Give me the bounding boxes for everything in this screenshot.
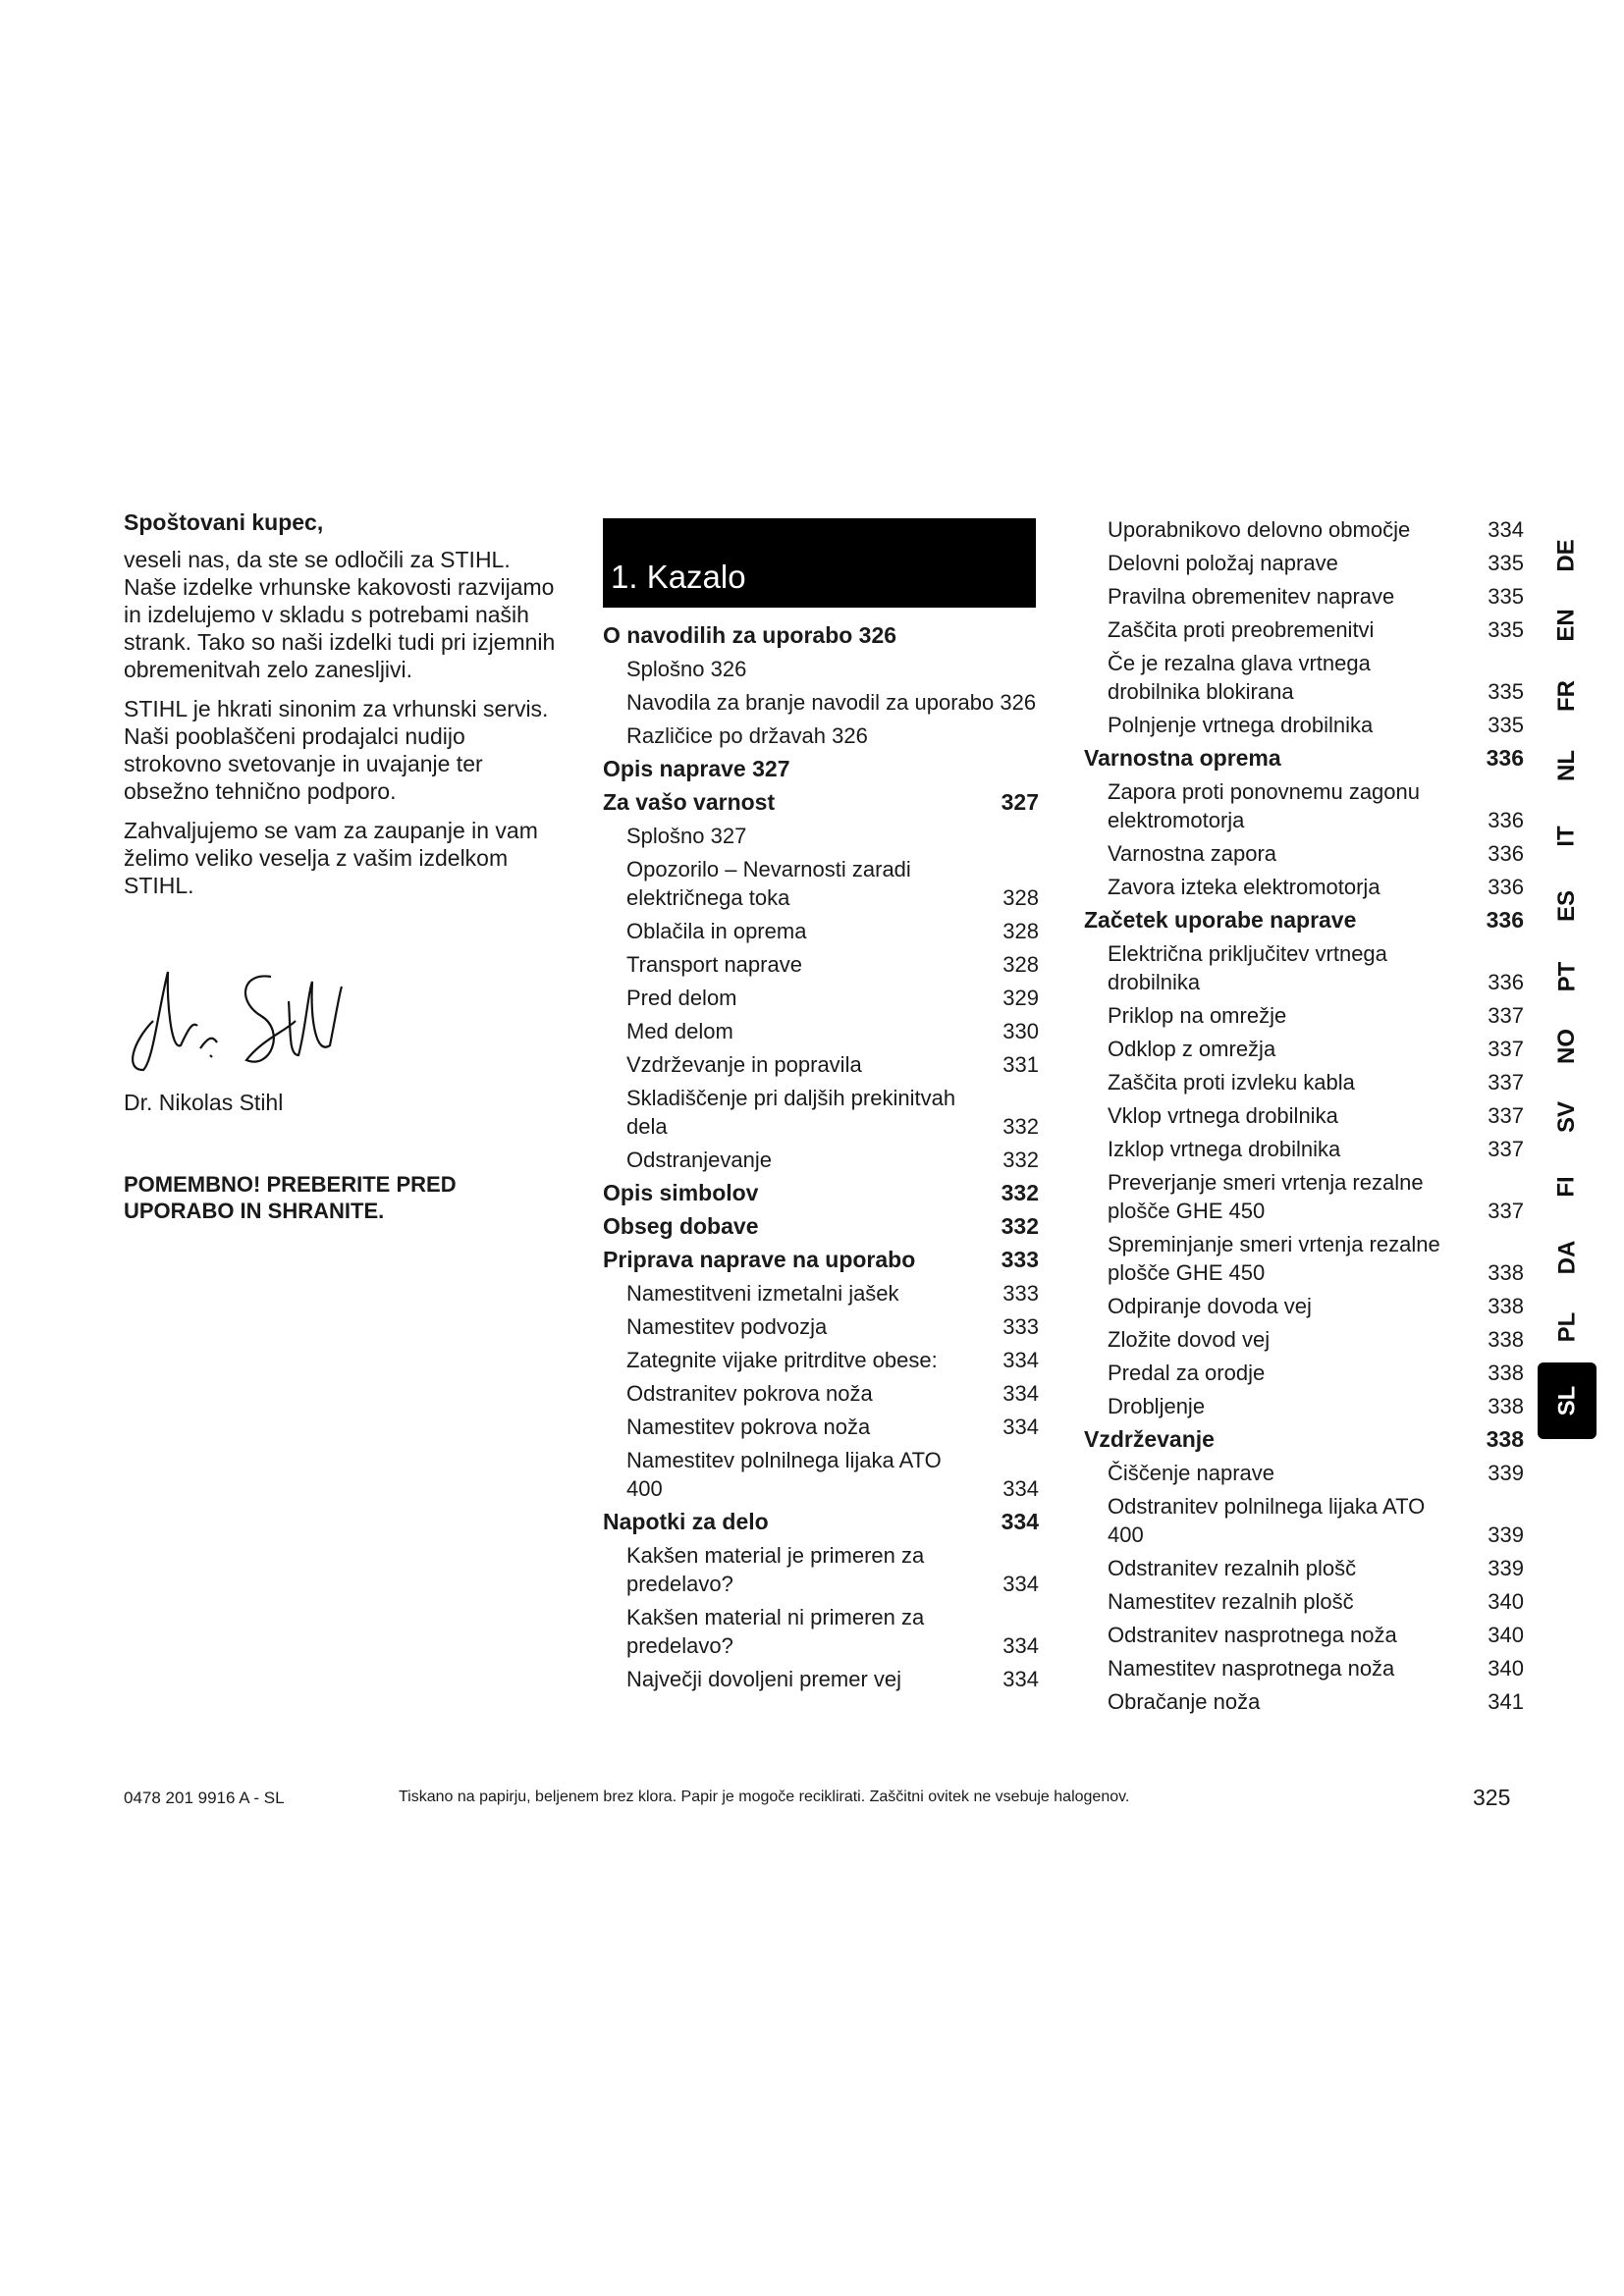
toc-entry-title: Namestitev polnilnega lijaka ATO 400 (626, 1448, 942, 1501)
greeting: Spoštovani kupec, (124, 509, 324, 535)
toc-entry-page: 328 (1002, 919, 1039, 943)
toc-entry-page: 330 (1002, 1019, 1039, 1043)
intro-paragraph-3: Zahvaljujemo se vam za zaupanje in vam želimo veliko veselja z vašim izdelkom STIHL. (124, 818, 538, 898)
toc-entry-page: 337 (1488, 1037, 1524, 1061)
toc-subsection-entry (603, 1279, 1039, 1308)
toc-entry-title: Odstranitev polnilnega lijaka ATO 400 (1108, 1494, 1426, 1547)
toc-entry-title: Delovni položaj naprave (1108, 551, 1338, 575)
toc-entry-page: 338 (1488, 1361, 1524, 1385)
toc-subsection-entry (1084, 711, 1524, 739)
language-tab-label: SL (1552, 1385, 1580, 1416)
toc-column-right (1084, 515, 1524, 1721)
language-tab-label: FR (1553, 679, 1580, 712)
toc-subsection-entry (603, 1379, 1039, 1408)
toc-entry-title: Navodila za branje navodil za uporabo 326 (626, 690, 1037, 715)
toc-entry-title: Odpiranje dovoda vej (1108, 1294, 1312, 1318)
toc-subsection-entry (1084, 582, 1524, 611)
toc-entry-title: Zavora izteka elektromotorja (1108, 875, 1380, 899)
language-tab-nl[interactable] (1538, 731, 1597, 802)
intro-letter (124, 508, 566, 911)
language-tab-fi[interactable] (1538, 1152, 1597, 1223)
toc-entry-title: Priklop na omrežje (1108, 1003, 1287, 1028)
toc-entry-page: 336 (1486, 745, 1524, 771)
toc-subsection-entry (1084, 1135, 1524, 1163)
toc-entry-page: 337 (1488, 1070, 1524, 1095)
language-tab-label: ES (1552, 890, 1580, 923)
toc-entry-page: 339 (1488, 1556, 1524, 1580)
language-tab-label: PL (1552, 1311, 1580, 1343)
toc-entry-title: Izklop vrtnega drobilnika (1108, 1137, 1341, 1161)
toc-entry-title: Namestitev pokrova noža (626, 1415, 871, 1439)
toc-subsection-entry (1084, 1359, 1524, 1387)
toc-subsection-entry (603, 1446, 1039, 1503)
toc-entry-title: Drobljenje (1108, 1394, 1206, 1418)
language-tab-it[interactable] (1538, 801, 1597, 872)
language-tab-da[interactable] (1538, 1222, 1597, 1293)
toc-section-entry (603, 1508, 1039, 1536)
toc-entry-page: 339 (1488, 1461, 1524, 1485)
toc-title: 1. Kazalo (611, 559, 746, 595)
toc-subsection-entry (1084, 1101, 1524, 1130)
toc-entry-title: Za vašo varnost (603, 789, 776, 815)
toc-subsection-entry (603, 1541, 1039, 1598)
toc-section-entry (1084, 1425, 1524, 1454)
toc-entry-page: 336 (1488, 808, 1524, 832)
language-tab-label: PT (1552, 961, 1580, 992)
toc-entry-title: Opis simbolov (603, 1180, 759, 1205)
language-tab-de[interactable] (1538, 520, 1597, 591)
toc-section-entry (603, 755, 1039, 783)
language-tab-pl[interactable] (1538, 1293, 1597, 1363)
toc-subsection-entry (603, 688, 1039, 717)
toc-entry-page: 339 (1488, 1522, 1524, 1547)
toc-subsection-entry (603, 1413, 1039, 1441)
toc-entry-page: 338 (1488, 1260, 1524, 1285)
toc-entry-page: 334 (1002, 1476, 1039, 1501)
toc-entry-title: Kakšen material je primeren za predelavo? (626, 1543, 925, 1596)
toc-entry-title: Vzdrževanje (1084, 1426, 1215, 1452)
toc-entry-page: 337 (1488, 1103, 1524, 1128)
toc-entry-title: Odstranitev nasprotnega noža (1108, 1623, 1397, 1647)
toc-entry-title: Napotki za delo (603, 1509, 769, 1534)
warning-text: POMEMBNO! PREBERITE PRED UPORABO IN SHRANITE. (124, 1172, 457, 1223)
toc-entry-title: Odklop z omrežja (1108, 1037, 1276, 1061)
toc-entry-page: 334 (1488, 517, 1524, 542)
language-tab-label: DE (1553, 539, 1580, 572)
toc-entry-title: Različice po državah 326 (626, 723, 868, 748)
toc-entry-page: 335 (1488, 551, 1524, 575)
toc-entry-page: 332 (1001, 1213, 1039, 1239)
toc-section-entry (603, 788, 1039, 817)
toc-entry-title: Spreminjanje smeri vrtenja rezalne plošče GHE 450 (1108, 1232, 1440, 1285)
toc-entry-title: Odstranjevanje (626, 1148, 772, 1172)
toc-subsection-entry (1084, 1230, 1524, 1287)
language-tab-es[interactable] (1538, 872, 1597, 942)
toc-entry-title: Zložite dovod vej (1108, 1327, 1271, 1352)
toc-section-entry (1084, 744, 1524, 773)
toc-entry-page: 340 (1488, 1656, 1524, 1681)
toc-entry-page: 328 (1002, 885, 1039, 910)
toc-subsection-entry (1084, 1168, 1524, 1225)
toc-subsection-entry (1084, 549, 1524, 577)
toc-subsection-entry (603, 721, 1039, 750)
toc-subsection-entry (603, 1146, 1039, 1174)
toc-entry-page: 332 (1002, 1114, 1039, 1139)
toc-section-entry (603, 1179, 1039, 1207)
toc-subsection-entry (1084, 1392, 1524, 1420)
language-tab-sv[interactable] (1538, 1082, 1597, 1152)
toc-entry-page: 334 (1002, 1633, 1039, 1658)
toc-subsection-entry (603, 855, 1039, 912)
toc-entry-title: Električna priključitev vrtnega drobilnika (1108, 941, 1387, 994)
toc-entry-title: Namestitev podvozja (626, 1314, 828, 1339)
language-tab-pt[interactable] (1538, 941, 1597, 1012)
language-tab-label: NO (1553, 1029, 1580, 1065)
language-tab-fr[interactable] (1538, 661, 1597, 731)
toc-entry-page: 337 (1488, 1137, 1524, 1161)
toc-subsection-entry (603, 984, 1039, 1012)
toc-subsection-entry (603, 1603, 1039, 1660)
toc-entry-page: 340 (1488, 1589, 1524, 1614)
toc-subsection-entry (603, 1665, 1039, 1693)
toc-entry-page: 327 (1001, 789, 1039, 815)
toc-column-middle (603, 621, 1039, 1698)
toc-entry-page: 331 (1002, 1052, 1039, 1077)
toc-entry-page: 335 (1488, 617, 1524, 642)
toc-entry-page: 335 (1488, 713, 1524, 737)
toc-entry-title: Vzdrževanje in popravila (626, 1052, 862, 1077)
toc-entry-title: Zategnite vijake pritrditve obese: (626, 1348, 938, 1372)
toc-entry-page: 332 (1002, 1148, 1039, 1172)
toc-entry-title: Zaščita proti izvleku kabla (1108, 1070, 1355, 1095)
toc-entry-page: 340 (1488, 1623, 1524, 1647)
toc-entry-title: Obračanje noža (1108, 1689, 1261, 1714)
toc-entry-page: 338 (1486, 1426, 1524, 1452)
toc-entry-page: 337 (1488, 1199, 1524, 1223)
language-tab-label: EN (1553, 609, 1580, 642)
toc-entry-page: 338 (1488, 1294, 1524, 1318)
toc-entry-page: 336 (1488, 841, 1524, 866)
language-tab-en[interactable] (1538, 591, 1597, 662)
toc-entry-title: Preverjanje smeri vrtenja rezalne plošče GHE 450 (1108, 1170, 1424, 1223)
toc-entry-title: Med delom (626, 1019, 733, 1043)
toc-entry-title: Zapora proti ponovnemu zagonu elektromotorja (1108, 779, 1420, 832)
toc-entry-title: Skladiščenje pri daljših prekinitvah dela (626, 1086, 956, 1139)
intro-paragraph-2: STIHL je hkrati sinonim za vrhunski servis. Naši pooblaščeni prodajalci nudijo strokovno svetovanje in uvajanje ter obsežno tehnično podporo. (124, 696, 549, 804)
signature-image (124, 962, 350, 1080)
toc-entry-title: Začetek uporabe naprave (1084, 907, 1357, 933)
toc-entry-title: Varnostna zapora (1108, 841, 1277, 866)
toc-section-entry (603, 621, 1039, 650)
toc-subsection-entry (603, 655, 1039, 683)
toc-entry-title: Največji dovoljeni premer vej (626, 1667, 902, 1691)
toc-subsection-entry (1084, 1325, 1524, 1354)
toc-entry-page: 333 (1001, 1247, 1039, 1272)
toc-entry-page: 336 (1488, 875, 1524, 899)
toc-subsection-entry (1084, 515, 1524, 544)
toc-entry-page: 333 (1002, 1314, 1039, 1339)
toc-entry-title: Namestitveni izmetalni jašek (626, 1281, 899, 1306)
toc-entry-page: 334 (1001, 1509, 1039, 1534)
signer-name: Dr. Nikolas Stihl (124, 1090, 284, 1115)
toc-entry-page: 336 (1486, 907, 1524, 933)
language-tab-label: FI (1552, 1176, 1580, 1198)
toc-entry-title: Varnostna oprema (1084, 745, 1281, 771)
toc-entry-title: Odstranitev pokrova noža (626, 1381, 873, 1406)
toc-entry-page: 334 (1002, 1381, 1039, 1406)
language-tab-sl[interactable] (1538, 1362, 1597, 1439)
toc-subsection-entry (1084, 1587, 1524, 1616)
toc-entry-title: Predal za orodje (1108, 1361, 1266, 1385)
toc-entry-title: Odstranitev rezalnih plošč (1108, 1556, 1357, 1580)
toc-subsection-entry (603, 1084, 1039, 1141)
toc-entry-page: 335 (1488, 679, 1524, 704)
toc-entry-page: 341 (1488, 1689, 1524, 1714)
toc-subsection-entry (603, 1050, 1039, 1079)
toc-section-entry (603, 1246, 1039, 1274)
toc-header (603, 518, 1036, 608)
toc-entry-title: Pravilna obremenitev naprave (1108, 584, 1395, 609)
toc-entry-title: Namestitev nasprotnega noža (1108, 1656, 1395, 1681)
toc-entry-title: Oblačila in oprema (626, 919, 807, 943)
toc-entry-title: Vklop vrtnega drobilnika (1108, 1103, 1338, 1128)
document-code: 0478 201 9916 A - SL (124, 1789, 285, 1807)
toc-subsection-entry (603, 1312, 1039, 1341)
toc-subsection-entry (1084, 1554, 1524, 1582)
toc-subsection-entry (1084, 649, 1524, 706)
language-tab-label: SV (1552, 1100, 1580, 1133)
toc-entry-page: 334 (1002, 1348, 1039, 1372)
toc-subsection-entry (1084, 1687, 1524, 1716)
language-tab-label: IT (1552, 826, 1580, 847)
toc-subsection-entry (1084, 1292, 1524, 1320)
toc-entry-title: Opis naprave 327 (603, 756, 790, 781)
toc-entry-title: Opozorilo – Nevarnosti zaradi električnega toka (626, 857, 911, 910)
toc-subsection-entry (1084, 873, 1524, 901)
toc-subsection-entry (1084, 939, 1524, 996)
toc-subsection-entry (603, 917, 1039, 945)
toc-subsection-entry (1084, 1001, 1524, 1030)
toc-subsection-entry (1084, 1068, 1524, 1096)
toc-entry-page: 332 (1001, 1180, 1039, 1205)
toc-entry-title: Namestitev rezalnih plošč (1108, 1589, 1354, 1614)
toc-entry-title: Splošno 327 (626, 824, 747, 848)
toc-entry-page: 334 (1002, 1415, 1039, 1439)
toc-entry-page: 328 (1002, 952, 1039, 977)
toc-entry-title: Zaščita proti preobremenitvi (1108, 617, 1375, 642)
intro-paragraph-1: veseli nas, da ste se odločili za STIHL. Naše izdelke vrhunske kakovosti razvijamo in izdelujemo v skladu s potrebami naših strank. Tako so naši izdelki tudi pri izjemnih obremenitvah zelo zanesljivi. (124, 547, 556, 682)
page-number: 325 (1473, 1785, 1511, 1810)
toc-entry-page: 336 (1488, 970, 1524, 994)
toc-entry-page: 333 (1002, 1281, 1039, 1306)
toc-section-entry (1084, 906, 1524, 934)
toc-entry-page: 338 (1488, 1327, 1524, 1352)
toc-entry-page: 334 (1002, 1667, 1039, 1691)
toc-subsection-entry (603, 1017, 1039, 1045)
toc-subsection-entry (1084, 1621, 1524, 1649)
print-note: Tiskano na papirju, beljenem brez klora. Papir je mogoče reciklirati. Zaščitni ovitek ne vsebuje halogenov. (399, 1789, 1130, 1805)
toc-subsection-entry (603, 950, 1039, 979)
toc-entry-title: Obseg dobave (603, 1213, 759, 1239)
toc-entry-title: Polnjenje vrtnega drobilnika (1108, 713, 1374, 737)
toc-entry-title: Če je rezalna glava vrtnega drobilnika blokirana (1108, 651, 1371, 704)
toc-entry-page: 338 (1488, 1394, 1524, 1418)
toc-entry-title: Kakšen material ni primeren za predelavo? (626, 1605, 925, 1658)
toc-subsection-entry (1084, 839, 1524, 868)
language-tab-no[interactable] (1538, 1012, 1597, 1083)
toc-entry-title: Transport naprave (626, 952, 802, 977)
toc-entry-page: 329 (1002, 986, 1039, 1010)
toc-entry-title: Splošno 326 (626, 657, 747, 681)
toc-entry-title: Pred delom (626, 986, 737, 1010)
toc-entry-title: Uporabnikovo delovno območje (1108, 517, 1411, 542)
toc-subsection-entry (1084, 1492, 1524, 1549)
toc-section-entry (603, 1212, 1039, 1241)
toc-subsection-entry (1084, 1459, 1524, 1487)
toc-subsection-entry (1084, 1035, 1524, 1063)
toc-entry-page: 335 (1488, 584, 1524, 609)
toc-entry-title: Priprava naprave na uporabo (603, 1247, 916, 1272)
toc-entry-title: O navodilih za uporabo 326 (603, 622, 897, 648)
toc-entry-page: 334 (1002, 1572, 1039, 1596)
language-tabs (1538, 520, 1597, 1439)
toc-subsection-entry (603, 1346, 1039, 1374)
toc-subsection-entry (1084, 777, 1524, 834)
language-tab-label: NL (1553, 750, 1580, 782)
toc-subsection-entry (1084, 1654, 1524, 1682)
toc-entry-page: 337 (1488, 1003, 1524, 1028)
toc-entry-title: Čiščenje naprave (1108, 1461, 1274, 1485)
toc-subsection-entry (1084, 615, 1524, 644)
toc-subsection-entry (603, 822, 1039, 850)
language-tab-label: DA (1552, 1240, 1580, 1275)
